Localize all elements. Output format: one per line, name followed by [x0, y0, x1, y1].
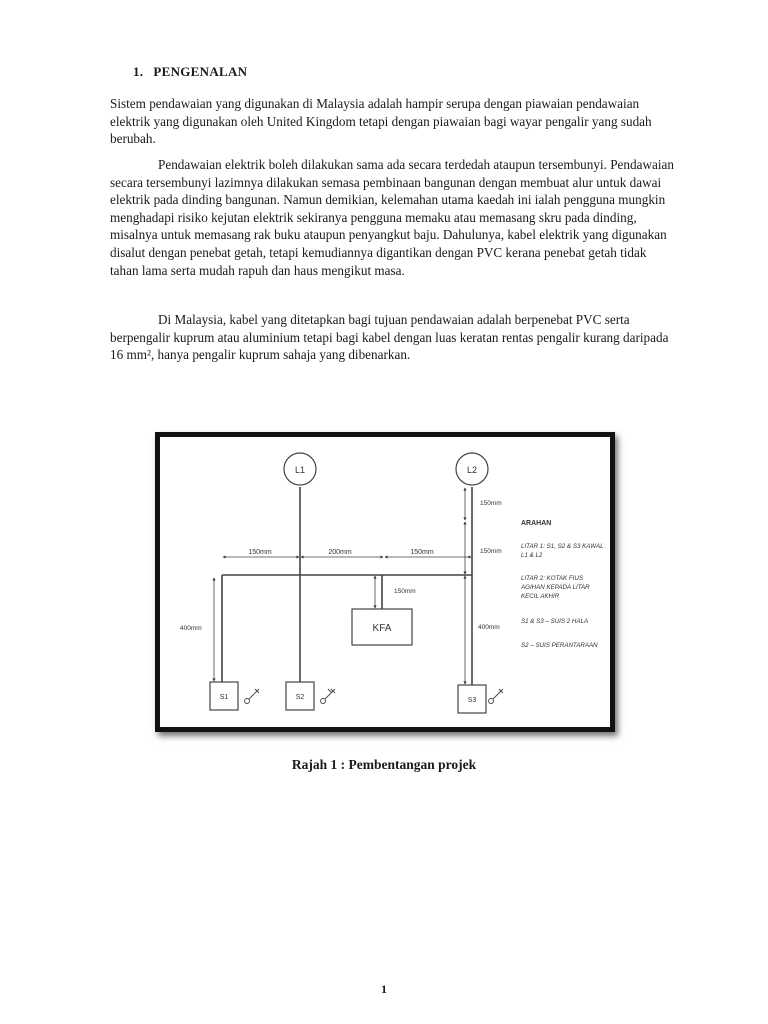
dim-150-left: 150mm: [248, 549, 272, 556]
switch-s2-symbol-icon: [321, 689, 336, 704]
section-number: 1.: [133, 64, 144, 79]
legend-line-2: LITAR 2: KOTAK FIUS: [521, 575, 584, 582]
legend-title: ARAHAN: [521, 520, 552, 527]
dim-150-kfa: 150mm: [394, 588, 416, 595]
figure-caption: Rajah 1 : Pembentangan projek: [291, 757, 477, 772]
dim-150-top: 150mm: [480, 500, 502, 507]
diagram-legend: [520, 520, 604, 649]
legend-line-2b: AGIHAN KEPADA LITAR: [521, 584, 590, 591]
section-heading: [133, 64, 247, 80]
lamp-l1-label: L1: [294, 465, 306, 475]
legend-line-1b: L1 & L2: [521, 552, 543, 559]
paragraph-3: Di Malaysia, kabel yang ditetapkan bagi tujuan pendawaian adalah berpenebat PVC serta berpengalir kuprum atau aluminium tetapi bagi kabel dengan luas keratan rentas pengalir kurang daripada 16 mm², hanya pengalir kuprum sahaja yang dibenarkan.: [110, 312, 669, 363]
paragraph-1: Sistem pendawaian yang digunakan di Malaysia adalah hampir serupa dengan piawaian pendawaian elektrik yang digunakan oleh United Kingdom tetapi dengan piawaian bagi wayar pengalir yang sudah berubah.: [110, 96, 652, 147]
switch-s3-symbol-icon: [489, 689, 504, 704]
dim-200-mid: 200mm: [328, 549, 352, 556]
legend-line-2c: KECIL AKHIR: [521, 593, 560, 600]
page-number: 1: [381, 982, 387, 996]
switch-s1-label: S1: [219, 694, 229, 701]
section-title: PENGENALAN: [153, 64, 248, 79]
legend-line-1: LITAR 1: S1, S2 & S3 KAWAL: [521, 543, 604, 550]
dim-400-right: 400mm: [478, 624, 500, 631]
legend-line-3: S1 & S3 – SUIS 2 HALA: [521, 618, 589, 625]
legend-line-4: S2 – SUIS PERANTARAAN: [521, 642, 598, 649]
switch-s3-label: S3: [467, 697, 477, 704]
dim-150-upper: 150mm: [480, 548, 502, 555]
wiring-diagram: [160, 437, 610, 727]
dim-150-right: 150mm: [410, 549, 434, 556]
wiring-diagram-figure: [155, 432, 615, 732]
kfa-label: KFA: [372, 623, 392, 634]
lamp-l2-label: L2: [466, 465, 478, 475]
switch-s1-symbol-icon: [245, 689, 260, 704]
switch-s2-label: S2: [295, 694, 305, 701]
paragraph-2: Pendawaian elektrik boleh dilakukan sama ada secara terdedah ataupun tersembunyi. Pendawaian secara tersembunyi lazimnya dilakukan semasa pembinaan bangunan dengan membuat alur untuk dawai elektrik pada dinding bangunan. Namun demikian, kelemahan utama kaedah ini ialah pengguna mungkin menghadapi risiko kejutan elektrik sekiranya pengguna memaku atau memasang skru pada dinding, misalnya untuk memasang rak buku ataupun penyangkut baju. Dahulunya, kabel elektrik yang digunakan disalut dengan penebat getah, tetapi kemudiannya digantikan dengan PVC kerana penebat getah tidak tahan lama serta mudah rapuh dan haus mengikut masa.: [110, 157, 674, 278]
dim-400-left: 400mm: [180, 625, 202, 632]
